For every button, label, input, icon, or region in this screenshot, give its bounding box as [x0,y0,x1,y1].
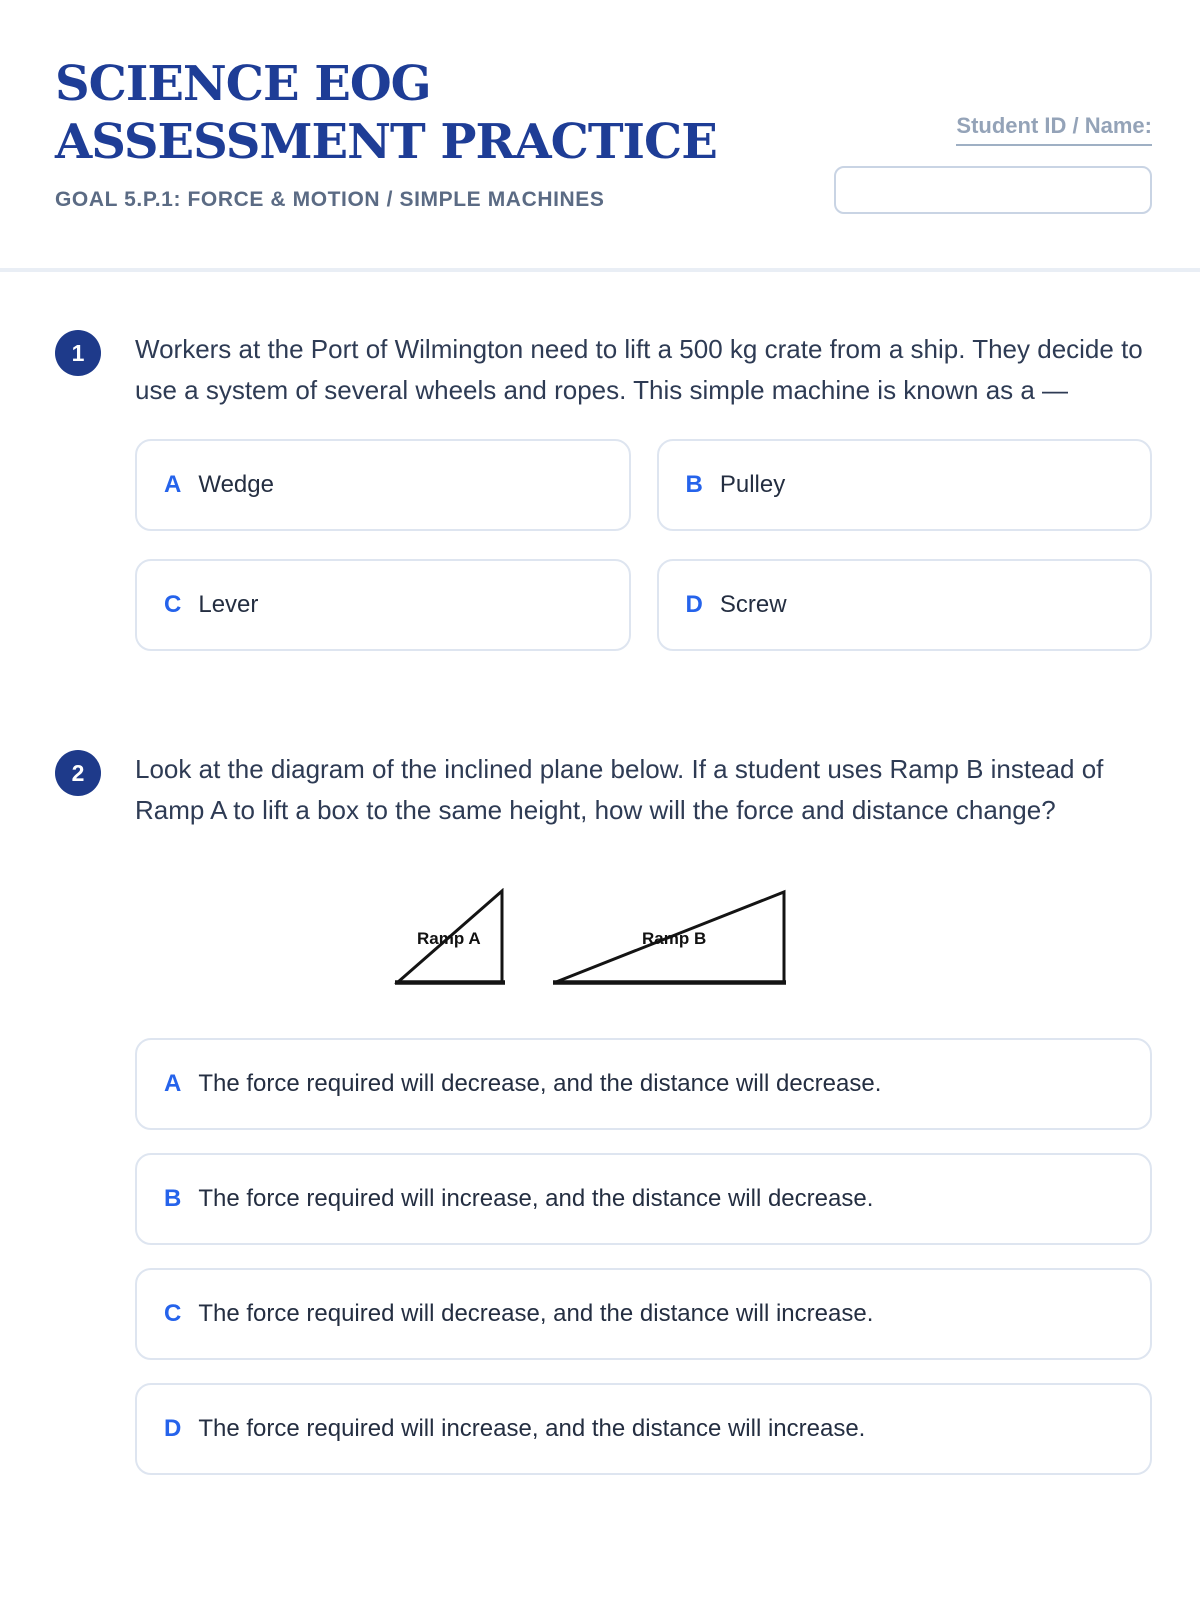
question-1 [55,329,1152,651]
option-text: Screw [719,591,787,619]
student-id-input[interactable] [834,166,1152,214]
question-2-option-d[interactable] [135,1383,1152,1475]
option-letter: A [164,1070,182,1097]
question-1-option-d[interactable] [657,559,1153,651]
question-2-options [135,1038,1152,1475]
page-header [55,55,1152,214]
header-titles [55,55,815,212]
question-1-option-b[interactable] [657,439,1153,531]
student-id-label: Student ID / Name: [956,113,1152,146]
ramp-diagram-svg [394,888,786,986]
question-1-options [135,439,1152,651]
option-letter: C [164,1300,182,1327]
page-title: SCIENCE EOG ASSESSMENT PRACTICE [55,56,717,171]
option-text: Wedge [198,471,274,499]
page-subtitle: GOAL 5.P.1: FORCE & MOTION / SIMPLE MACHINES [55,188,605,212]
question-2-content [135,749,1152,1475]
option-text: Lever [198,591,259,619]
option-text: The force required will decrease, and the distance will increase. [198,1300,874,1328]
option-letter: A [164,471,182,498]
question-1-text: Workers at the Port of Wilmington need to lift a 500 kg crate from a ship. They decide to use a system of several wheels and ropes. This simple machine is known as a — [135,334,1143,405]
question-1-option-a[interactable] [135,439,631,531]
ramp-a-label: Ramp A [417,929,481,948]
option-letter: D [685,591,703,618]
question-1-content [135,329,1152,651]
option-letter: D [164,1415,182,1442]
inclined-plane-diagram [394,888,786,986]
option-letter: C [164,591,182,618]
option-text: Pulley [719,471,786,499]
question-2 [55,749,1152,1475]
question-2-number-badge: 2 [55,750,101,796]
ramp-b-label: Ramp B [642,929,707,948]
question-2-option-a[interactable] [135,1038,1152,1130]
option-text: The force required will increase, and the distance will increase. [198,1415,866,1443]
question-2-option-b[interactable] [135,1153,1152,1245]
option-letter: B [685,471,703,498]
question-2-text: Look at the diagram of the inclined plane below. If a student uses Ramp B instead of Ramp A to lift a box to the same height, how will the force and distance change? [135,754,1104,825]
question-1-number-badge: 1 [55,330,101,376]
question-1-option-c[interactable] [135,559,631,651]
option-letter: B [164,1185,182,1212]
option-text: The force required will decrease, and the distance will decrease. [198,1070,882,1098]
question-2-option-c[interactable] [135,1268,1152,1360]
header-divider [0,268,1200,272]
option-text: The force required will increase, and the distance will decrease. [198,1185,874,1213]
student-id-block [834,55,1152,214]
